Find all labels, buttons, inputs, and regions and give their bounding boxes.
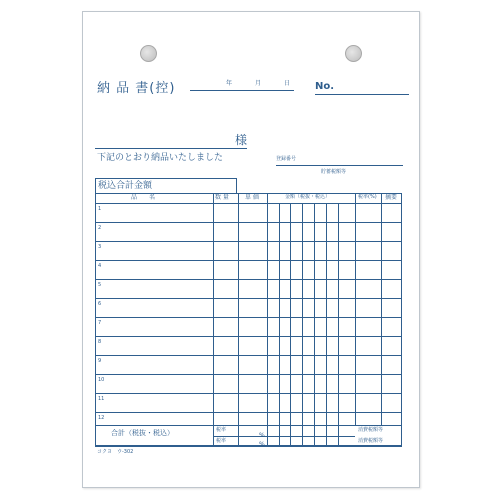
row-divider xyxy=(95,279,402,280)
registration-number-line xyxy=(276,165,403,166)
col-divider-qty xyxy=(213,193,214,446)
store-tax-label: 貯蓄税額等 xyxy=(321,169,347,175)
digit-divider xyxy=(326,203,327,446)
digit-divider xyxy=(314,203,315,446)
tax-included-total-label: 税込合計金額 xyxy=(98,181,153,191)
row-divider xyxy=(95,412,402,413)
row-divider xyxy=(95,317,402,318)
footer-tax-rate-label-1: 税率 xyxy=(216,427,227,433)
row-divider xyxy=(95,393,402,394)
header-item-name: 品 名 xyxy=(131,194,156,201)
row-divider xyxy=(95,298,402,299)
document-title: 納 品 書(控) xyxy=(97,81,176,96)
row-divider xyxy=(95,260,402,261)
header-amount: 金額（税抜・税込） xyxy=(285,194,331,200)
row-divider-last xyxy=(95,425,402,426)
col-divider-unit-price xyxy=(238,193,239,446)
year-label: 年 xyxy=(226,80,233,87)
row-divider xyxy=(95,336,402,337)
product-code: コクヨ ウ-302 xyxy=(97,449,134,455)
row-number: 8 xyxy=(98,339,102,345)
intro-text: 下記のとおり納品いたしました xyxy=(97,153,224,163)
recipient-underline xyxy=(95,148,247,149)
digit-divider xyxy=(290,203,291,446)
binding-hole-right xyxy=(345,45,362,62)
header-unit-price: 単 価 xyxy=(245,194,259,201)
footer-bottom-line xyxy=(95,446,402,447)
number-label: No. xyxy=(315,81,335,92)
footer-tax-rate-label-2: 税率 xyxy=(216,438,227,444)
row-number: 5 xyxy=(98,282,102,288)
footer-percent-1: % xyxy=(259,432,265,439)
date-underline xyxy=(190,90,294,91)
col-divider-remarks xyxy=(381,193,382,425)
row-divider xyxy=(95,374,402,375)
month-label: 月 xyxy=(255,80,262,87)
binding-hole-left xyxy=(140,45,157,62)
row-number: 12 xyxy=(98,415,105,421)
row-number: 3 xyxy=(98,244,102,250)
footer-tax-amount-label-1: 消費税額等 xyxy=(358,427,384,433)
digit-divider xyxy=(279,203,280,446)
footer-mid-line xyxy=(213,436,355,437)
header-remarks: 摘要 xyxy=(385,194,398,201)
header-quantity: 数 量 xyxy=(215,194,229,201)
col-divider-tax-rate xyxy=(355,193,356,425)
row-divider xyxy=(95,355,402,356)
digit-divider xyxy=(302,203,303,446)
day-label: 日 xyxy=(284,80,291,87)
row-number: 11 xyxy=(98,396,105,402)
footer-percent-2: % xyxy=(259,441,265,448)
row-number: 7 xyxy=(98,320,102,326)
col-divider-amount xyxy=(267,193,268,446)
row-number: 9 xyxy=(98,358,102,364)
row-number: 6 xyxy=(98,301,102,307)
row-number: 4 xyxy=(98,263,102,269)
row-number: 10 xyxy=(98,377,105,383)
footer-total-label: 合計（税抜・税込） xyxy=(111,429,174,437)
digit-divider xyxy=(338,203,339,446)
number-underline xyxy=(315,94,409,95)
row-number: 1 xyxy=(98,206,102,212)
registration-number-label: 登録番号 xyxy=(276,156,297,162)
footer-tax-amount-label-2: 消費税額等 xyxy=(358,438,384,444)
row-divider xyxy=(95,241,402,242)
row-divider xyxy=(95,222,402,223)
delivery-slip-sheet xyxy=(82,11,420,488)
honorific-sama: 様 xyxy=(235,133,248,147)
header-tax-rate: 税率(%) xyxy=(358,194,377,200)
row-number: 2 xyxy=(98,225,102,231)
